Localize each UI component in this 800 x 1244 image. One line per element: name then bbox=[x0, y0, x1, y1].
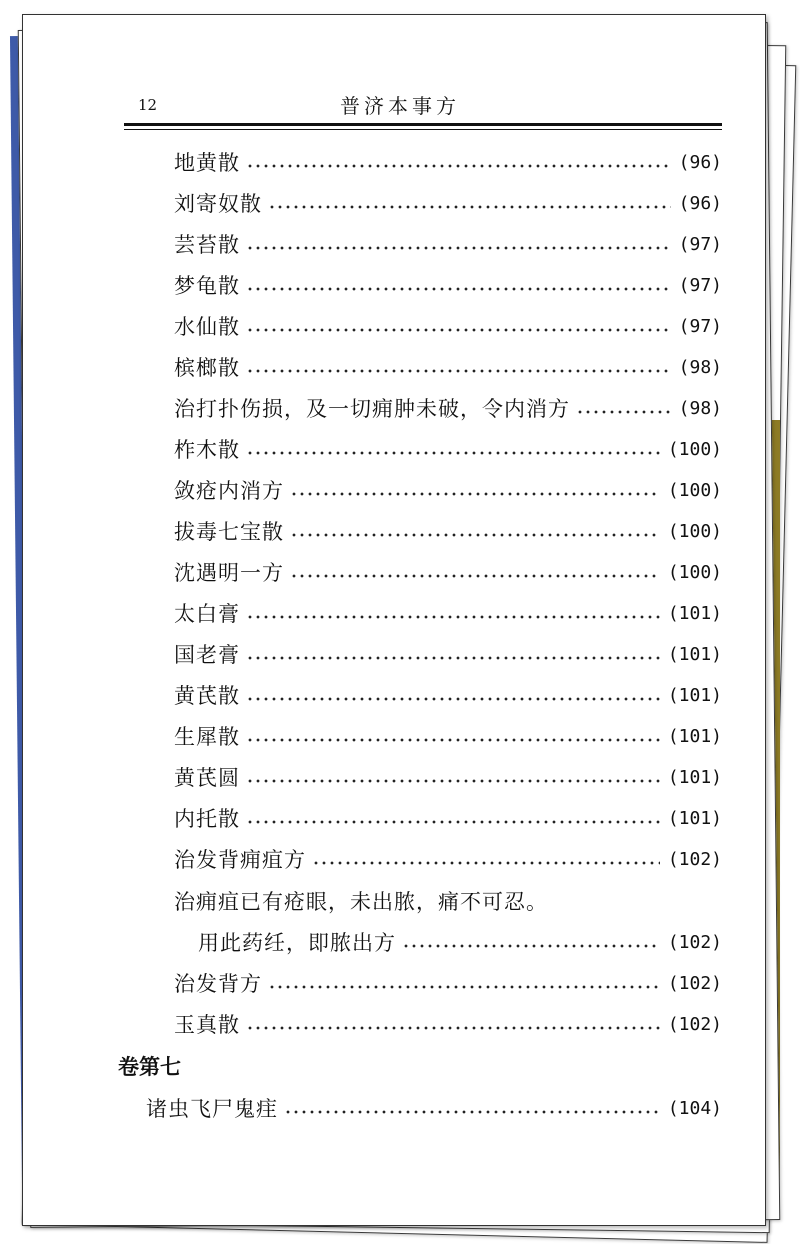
toc-entry-title: 芸苔散 bbox=[174, 233, 240, 257]
dot-leader bbox=[246, 246, 671, 250]
header-rule-thin bbox=[124, 129, 722, 130]
toc-entry[interactable] bbox=[174, 967, 722, 1001]
toc-entry-title: 太白膏 bbox=[174, 602, 240, 626]
toc-entry-page: (101) bbox=[667, 603, 722, 624]
toc-entry-page: (101) bbox=[667, 767, 722, 788]
book-title: 普济本事方 bbox=[340, 94, 460, 118]
dot-leader bbox=[246, 164, 671, 168]
dot-leader bbox=[576, 410, 671, 414]
toc-entry-title: 沈遇明一方 bbox=[174, 561, 284, 585]
dot-leader bbox=[246, 738, 660, 742]
toc-entry[interactable] bbox=[174, 1008, 722, 1042]
toc-entry-title: 黄芪散 bbox=[174, 684, 240, 708]
toc-entry-title: 槟榔散 bbox=[174, 356, 240, 380]
dot-leader bbox=[402, 944, 660, 948]
toc-entry[interactable] bbox=[174, 187, 722, 221]
toc-entry-page: (98) bbox=[678, 398, 722, 419]
toc-entry-title: 敛疮内消方 bbox=[174, 479, 284, 503]
toc-entry-page: (104) bbox=[667, 1098, 722, 1119]
toc-entry-page: (97) bbox=[678, 316, 722, 337]
toc-entry-page: (97) bbox=[678, 234, 722, 255]
toc-entry-title: 诸虫飞尸鬼疰 bbox=[146, 1097, 278, 1121]
dot-leader bbox=[268, 205, 671, 209]
toc-entry-title: 水仙散 bbox=[174, 315, 240, 339]
toc-entry-page: (100) bbox=[667, 521, 722, 542]
dot-leader bbox=[246, 1026, 660, 1030]
toc-entry[interactable] bbox=[174, 351, 722, 385]
dot-leader bbox=[290, 492, 660, 496]
toc-entry[interactable] bbox=[174, 597, 722, 631]
dot-leader bbox=[284, 1110, 660, 1114]
dot-leader bbox=[290, 574, 660, 578]
dot-leader bbox=[246, 287, 671, 291]
toc-entry-title: 梦龟散 bbox=[174, 274, 240, 298]
toc-entry[interactable] bbox=[174, 638, 722, 672]
toc-entry-page: (100) bbox=[667, 439, 722, 460]
dot-leader bbox=[268, 985, 660, 989]
toc-entry-title: 黄芪圆 bbox=[174, 766, 240, 790]
dot-leader bbox=[290, 533, 660, 537]
toc-entry-page: (101) bbox=[667, 726, 722, 747]
toc-entry-title: 刘寄奴散 bbox=[174, 192, 262, 216]
toc-entry[interactable] bbox=[174, 515, 722, 549]
toc-entry[interactable] bbox=[174, 228, 722, 262]
toc-entry-page: (96) bbox=[678, 152, 722, 173]
toc-entry[interactable] bbox=[174, 146, 722, 180]
toc-entry-title: 拔毒七宝散 bbox=[174, 520, 284, 544]
toc-entry-title: 内托散 bbox=[174, 807, 240, 831]
toc-entry-page: (98) bbox=[678, 357, 722, 378]
toc-entry-title: 治痈疽已有疮眼，未出脓，痛不可忍。 bbox=[174, 890, 548, 914]
dot-leader bbox=[246, 820, 660, 824]
toc-entry[interactable] bbox=[174, 310, 722, 344]
toc-entry-page: (102) bbox=[667, 849, 722, 870]
toc-entry-page: (96) bbox=[678, 193, 722, 214]
toc-entry[interactable] bbox=[174, 679, 722, 713]
dot-leader bbox=[312, 861, 660, 865]
toc-entry-page: (102) bbox=[667, 973, 722, 994]
dot-leader bbox=[246, 656, 660, 660]
toc-entry-page: (101) bbox=[667, 808, 722, 829]
toc-entry[interactable] bbox=[146, 1092, 722, 1126]
dot-leader bbox=[246, 369, 671, 373]
toc-entry[interactable] bbox=[174, 556, 722, 590]
page-number: 12 bbox=[138, 96, 158, 114]
dot-leader bbox=[246, 328, 671, 332]
toc-entry[interactable] bbox=[198, 926, 722, 960]
dot-leader bbox=[246, 697, 660, 701]
toc-entry-title: 治发背痈疽方 bbox=[174, 848, 306, 872]
toc-entry-page: (102) bbox=[667, 1014, 722, 1035]
toc-entry[interactable] bbox=[174, 433, 722, 467]
toc-entry-title: 玉真散 bbox=[174, 1013, 240, 1037]
dot-leader bbox=[246, 779, 660, 783]
toc-entry[interactable] bbox=[174, 392, 722, 426]
chapter-heading: 卷第七 bbox=[118, 1055, 181, 1079]
toc-entry-title: 治发背方 bbox=[174, 972, 262, 996]
toc-entry-page: (100) bbox=[667, 562, 722, 583]
toc-entry-title: 用此药纴，即脓出方 bbox=[198, 931, 396, 955]
toc-entry-page: (102) bbox=[667, 932, 722, 953]
toc-entry-page: (101) bbox=[667, 644, 722, 665]
toc-entry-title: 国老膏 bbox=[174, 643, 240, 667]
toc-entry-page: (100) bbox=[667, 480, 722, 501]
toc-entry-page: (101) bbox=[667, 685, 722, 706]
toc-entry-title: 地黄散 bbox=[174, 151, 240, 175]
toc-entry[interactable] bbox=[174, 802, 722, 836]
dot-leader bbox=[246, 615, 660, 619]
toc-entry[interactable] bbox=[174, 269, 722, 303]
toc-entry-title: 治打扑伤损，及一切痈肿未破，令内消方 bbox=[174, 397, 570, 421]
toc-entry[interactable] bbox=[174, 761, 722, 795]
toc-entry-title: 生犀散 bbox=[174, 725, 240, 749]
toc-entry[interactable] bbox=[174, 720, 722, 754]
dot-leader bbox=[246, 451, 660, 455]
toc-entry-title: 柞木散 bbox=[174, 438, 240, 462]
header-rule-thick bbox=[124, 123, 722, 126]
toc-entry-page: (97) bbox=[678, 275, 722, 296]
toc-entry[interactable] bbox=[174, 474, 722, 508]
toc-entry-continued[interactable] bbox=[174, 885, 722, 919]
toc-entry[interactable] bbox=[174, 843, 722, 877]
